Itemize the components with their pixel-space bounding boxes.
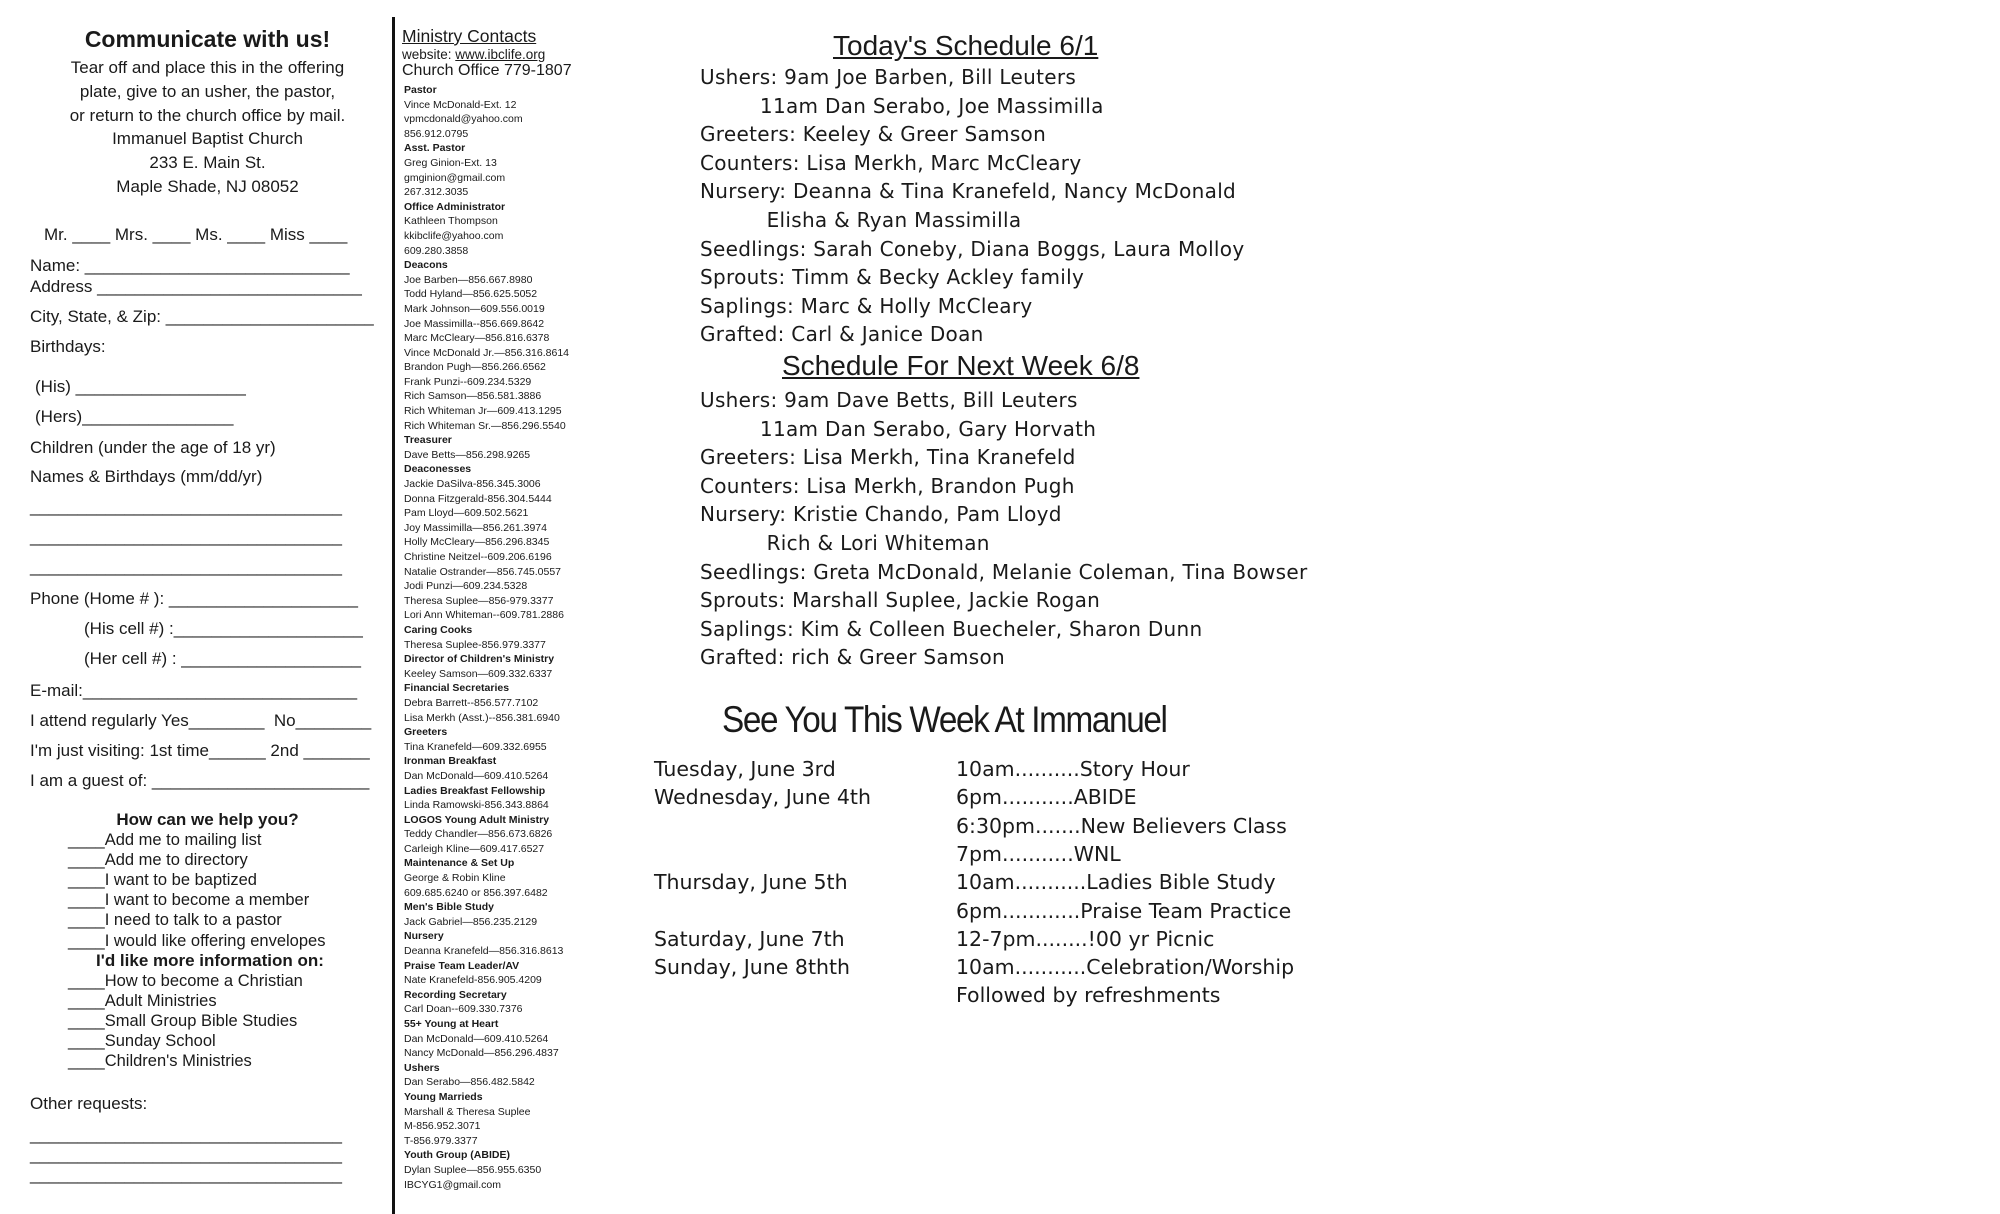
- contact-entry: Mark Johnson—609.556.0019: [404, 302, 545, 315]
- contact-entry: Joe Barben—856.667.8980: [404, 273, 533, 286]
- contact-entry: vpmcdonald@yahoo.com: [404, 113, 523, 126]
- children-line-field[interactable]: _________________________________: [30, 557, 343, 576]
- contact-entry: Jackie DaSilva-856.345.3006: [404, 478, 541, 491]
- contact-list: [404, 83, 569, 1192]
- contact-role-heading: LOGOS Young Adult Ministry: [404, 813, 550, 826]
- info-option[interactable]: ____How to become a Christian: [68, 972, 303, 990]
- contact-entry: Joy Massimilla—856.261.3974: [404, 521, 547, 534]
- contacts-title: Ministry Contacts: [402, 26, 537, 46]
- contact-entry: Pam Lloyd—609.502.5621: [404, 507, 529, 520]
- contact-entry: Dan Serabo—856.482.5842: [404, 1076, 535, 1089]
- intro-line: or return to the church office by mail.: [69, 105, 346, 125]
- contact-entry: Nancy McDonald—856.296.4837: [404, 1047, 559, 1060]
- schedule-line: Counters: Lisa Merkh, Brandon Pugh: [700, 473, 1075, 498]
- church-office-phone: Church Office 779-1807: [402, 62, 572, 79]
- contact-entry: Debra Barrett--856.577.7102: [404, 696, 539, 709]
- response-card: [0, 0, 390, 1214]
- contact-entry: Holly McCleary—856.296.8345: [404, 536, 550, 549]
- contact-entry: Kathleen Thompson: [404, 215, 498, 228]
- schedule-line: Greeters: Lisa Merkh, Tina Kranefeld: [700, 445, 1076, 470]
- contact-role-heading: Recording Secretary: [404, 988, 507, 1001]
- contact-entry: George & Robin Kline: [404, 872, 506, 885]
- next-week-heading: Schedule For Next Week 6/8: [782, 350, 1140, 381]
- contact-role-heading: Deaconesses: [404, 463, 472, 476]
- contact-entry: Dan McDonald—609.410.5264: [404, 769, 549, 782]
- column-divider: [392, 17, 395, 1214]
- contact-entry: Lori Ann Whiteman--609.781.2886: [404, 609, 564, 622]
- help-option[interactable]: ____I would like offering envelopes: [68, 932, 326, 950]
- names-birthdays-label: Names & Birthdays (mm/dd/yr): [30, 467, 263, 486]
- contact-entry: Nate Kranefeld-856.905.4209: [404, 974, 542, 987]
- schedule-line: Elisha & Ryan Massimilla: [700, 208, 1022, 232]
- address-field[interactable]: Address ____________________________: [30, 277, 362, 296]
- contact-entry: Jodi Punzi—609.234.5328: [404, 580, 528, 593]
- today-schedule-heading: Today's Schedule 6/1: [833, 30, 1099, 61]
- schedule-line: Grafted: Carl & Janice Doan: [700, 322, 984, 347]
- schedule-line: Seedlings: Sarah Coneby, Diana Boggs, Laura Molloy: [700, 236, 1245, 261]
- contact-role-heading: Ushers: [404, 1061, 440, 1074]
- schedule-line: Greeters: Keeley & Greer Samson: [700, 122, 1047, 147]
- contact-entry: Teddy Chandler—856.673.6826: [404, 828, 553, 841]
- event-entry: 7pm...........WNL: [956, 841, 1121, 866]
- salutation-field[interactable]: Mr. ____ Mrs. ____ Ms. ____ Miss ____: [44, 225, 348, 244]
- contact-entry: Jack Gabriel—856.235.2129: [404, 915, 538, 928]
- card-title: Communicate with us!: [84, 26, 331, 52]
- guest-of-field[interactable]: I am a guest of: _______________________: [30, 771, 370, 790]
- contact-entry: Donna Fitzgerald-856.304.5444: [404, 492, 552, 505]
- contact-entry: Christine Neitzel--609.206.6196: [404, 551, 552, 563]
- contact-entry: Marc McCleary—856.816.6378: [404, 332, 550, 345]
- event-entry: Followed by refreshments: [956, 983, 1221, 1008]
- event-day: Wednesday, June 4th: [654, 785, 871, 810]
- intro-line: Tear off and place this in the offering: [70, 58, 345, 77]
- schedule-line: Rich & Lori Whiteman: [700, 531, 990, 555]
- email-field[interactable]: E-mail:_____________________________: [30, 681, 358, 700]
- event-entry: 10am..........Story Hour: [956, 757, 1190, 781]
- event-entry: 12-7pm........!00 yr Picnic: [956, 926, 1215, 951]
- contact-role-heading: Deacons: [404, 259, 448, 272]
- schedule-line: Ushers: 9am Joe Barben, Bill Leuters: [700, 65, 1077, 89]
- card-intro: [0, 56, 415, 199]
- contact-entry: Rich Whiteman Jr—609.413.1295: [404, 405, 562, 418]
- event-day: Saturday, June 7th: [654, 926, 845, 951]
- week-heading: See You This Week At Immanuel: [722, 699, 1167, 740]
- contact-entry: Deanna Kranefeld—856.316.8613: [404, 945, 564, 958]
- info-option[interactable]: ____Children's Ministries: [68, 1052, 252, 1070]
- children-label: Children (under the age of 18 yr): [30, 438, 276, 457]
- contact-entry: Carleigh Kline—609.417.6527: [404, 842, 545, 855]
- contact-role-heading: 55+ Young at Heart: [404, 1018, 499, 1030]
- contact-role-heading: Young Marrieds: [404, 1090, 483, 1103]
- city-state-zip-field[interactable]: City, State, & Zip: ______________________: [30, 307, 374, 326]
- event-day: Sunday, June 8thth: [654, 955, 851, 980]
- contact-entry: kkibclife@yahoo.com: [404, 229, 504, 242]
- contact-entry: Dylan Suplee—856.955.6350: [404, 1163, 542, 1176]
- contact-role-heading: Youth Group (ABIDE): [404, 1149, 510, 1162]
- website-label: website:: [402, 47, 456, 62]
- info-option[interactable]: ____Adult Ministries: [68, 992, 217, 1010]
- contact-entry: gmginion@gmail.com: [404, 171, 506, 184]
- contact-entry: Brandon Pugh—856.266.6562: [404, 361, 546, 374]
- help-option[interactable]: ____Add me to mailing list: [68, 831, 262, 849]
- contact-entry: Linda Ramowski-856.343.8864: [404, 799, 549, 812]
- his-birthday-field[interactable]: (His) __________________: [35, 377, 246, 396]
- info-option[interactable]: ____Sunday School: [68, 1032, 216, 1050]
- contact-entry: Lisa Merkh (Asst.)--856.381.6940: [404, 711, 560, 724]
- contact-entry: Dave Betts—856.298.9265: [404, 448, 531, 461]
- contact-role-heading: Pastor: [404, 84, 437, 96]
- help-option[interactable]: ____Add me to directory: [68, 851, 248, 869]
- contact-role-heading: Asst. Pastor: [404, 142, 466, 155]
- contact-role-heading: Men's Bible Study: [404, 901, 495, 914]
- contact-entry: IBCYG1@gmail.com: [404, 1178, 502, 1191]
- schedule-line: Ushers: 9am Dave Betts, Bill Leuters: [700, 388, 1078, 412]
- event-day: Thursday, June 5th: [654, 870, 848, 895]
- other-requests-line[interactable]: _________________________________: [30, 1125, 343, 1144]
- contact-entry: Dan McDonald—609.410.5264: [404, 1032, 549, 1045]
- event-entry: 10am...........Ladies Bible Study: [956, 870, 1276, 895]
- name-field[interactable]: Name: ____________________________: [30, 256, 350, 275]
- visiting-field[interactable]: I'm just visiting: 1st time______ 2nd _______: [30, 741, 370, 760]
- children-line-field[interactable]: _________________________________: [30, 527, 343, 546]
- info-option[interactable]: ____Small Group Bible Studies: [68, 1012, 298, 1030]
- help-option[interactable]: ____I need to talk to a pastor: [68, 911, 282, 929]
- contact-role-heading: Praise Team Leader/AV: [404, 959, 520, 972]
- schedule-line: Saplings: Marc & Holly McCleary: [700, 293, 1033, 318]
- schedule-line: Saplings: Kim & Colleen Buecheler, Sharon Dunn: [700, 616, 1203, 641]
- event-entry: 6:30pm.......New Believers Class: [956, 813, 1287, 838]
- hers-birthday-field[interactable]: (Hers)________________: [35, 407, 234, 426]
- contact-role-heading: Ironman Breakfast: [404, 755, 497, 768]
- schedule-line: Grafted: rich & Greer Samson: [700, 645, 1006, 670]
- contact-entry: Rich Whiteman Sr.—856.296.5540: [404, 419, 566, 432]
- children-line-field[interactable]: _________________________________: [30, 497, 343, 516]
- schedule-line: Nursery: Deanna & Tina Kranefeld, Nancy McDonald: [700, 179, 1237, 204]
- schedule-line: Seedlings: Greta McDonald, Melanie Coleman, Tina Bowser: [700, 559, 1308, 584]
- contact-entry: Frank Punzi--609.234.5329: [404, 375, 532, 388]
- contact-entry: Todd Hyland—856.625.5052: [404, 288, 538, 301]
- other-requests-label: Other requests:: [30, 1094, 148, 1113]
- contact-entry: Vince McDonald Jr.—856.316.8614: [404, 346, 569, 359]
- contact-role-heading: Office Administrator: [404, 200, 506, 213]
- attend-field[interactable]: I attend regularly Yes________ No________: [30, 711, 372, 730]
- event-entry: 10am...........Celebration/Worship: [956, 955, 1295, 980]
- contact-entry: Theresa Suplee-856.979.3377: [404, 638, 546, 651]
- home-phone-field[interactable]: Phone (Home # ): ____________________: [30, 589, 358, 608]
- contact-role-heading: Treasurer: [404, 434, 452, 447]
- website-link[interactable]: www.ibclife.org: [455, 47, 546, 62]
- contact-entry: Joe Massimilla--856.669.8642: [404, 317, 545, 330]
- help-option[interactable]: ____I want to be baptized: [68, 871, 257, 889]
- his-cell-field[interactable]: (His cell #) :____________________: [84, 619, 363, 638]
- contact-entry: 609.280.3858: [404, 244, 469, 257]
- contact-role-heading: Director of Children's Ministry: [404, 653, 555, 666]
- contact-role-heading: Nursery: [404, 930, 444, 943]
- contact-entry: Tina Kranefeld—609.332.6955: [404, 740, 547, 753]
- contact-entry: Greg Ginion-Ext. 13: [404, 156, 497, 169]
- contact-entry: Theresa Suplee—856-979.3377: [404, 594, 554, 607]
- contact-entry: 609.685.6240 or 856.397.6482: [404, 886, 548, 899]
- website-line: [402, 47, 545, 62]
- contact-entry: Natalie Ostrander—856.745.0557: [404, 565, 562, 578]
- contact-entry: M-856.952.3071: [404, 1120, 481, 1133]
- church-street: 233 E. Main St.: [149, 153, 266, 173]
- contact-entry: Marshall & Theresa Suplee: [404, 1105, 531, 1118]
- other-requests-line[interactable]: _________________________________: [30, 1145, 343, 1164]
- contact-entry: Rich Samson—856.581.3886: [404, 390, 542, 403]
- contact-role-heading: Caring Cooks: [404, 623, 473, 636]
- contact-entry: 267.312.3035: [404, 186, 469, 199]
- help-heading: How can we help you?: [116, 810, 299, 829]
- other-requests-line[interactable]: _________________________________: [30, 1165, 343, 1184]
- contact-entry: T-856.979.3377: [404, 1134, 478, 1147]
- contact-role-heading: Maintenance & Set Up: [404, 857, 515, 870]
- schedule-line: 11am Dan Serabo, Joe Massimilla: [700, 93, 1104, 118]
- schedule-line: Nursery: Kristie Chando, Pam Lloyd: [700, 502, 1062, 527]
- contact-role-heading: Financial Secretaries: [404, 682, 510, 695]
- help-option[interactable]: ____I want to become a member: [68, 891, 310, 909]
- church-name: Immanuel Baptist Church: [112, 129, 303, 149]
- contact-entry: Keeley Samson—609.332.6337: [404, 667, 553, 680]
- contact-entry: Carl Doan--609.330.7376: [404, 1003, 523, 1016]
- schedule-line: 11am Dan Serabo, Gary Horvath: [700, 416, 1097, 441]
- birthdays-label: Birthdays:: [30, 337, 106, 356]
- schedule-line: Sprouts: Marshall Suplee, Jackie Rogan: [700, 588, 1101, 613]
- event-entry: 6pm............Praise Team Practice: [956, 898, 1292, 923]
- event-day: Tuesday, June 3rd: [654, 757, 836, 781]
- intro-line: plate, give to an usher, the pastor,: [79, 81, 336, 101]
- info-heading: I'd like more information on:: [96, 951, 324, 970]
- contact-entry: 856.912.0795: [404, 127, 469, 140]
- contact-role-heading: Greeters: [404, 726, 448, 739]
- contact-role-heading: Ladies Breakfast Fellowship: [404, 784, 546, 797]
- church-city: Maple Shade, NJ 08052: [116, 176, 299, 196]
- contact-entry: Vince McDonald-Ext. 12: [404, 98, 517, 111]
- event-entry: 6pm...........ABIDE: [956, 785, 1137, 810]
- schedule-line: Counters: Lisa Merkh, Marc McCleary: [700, 150, 1082, 175]
- her-cell-field[interactable]: (Her cell #) : ___________________: [84, 649, 361, 668]
- schedule-line: Sprouts: Timm & Becky Ackley family: [700, 265, 1085, 290]
